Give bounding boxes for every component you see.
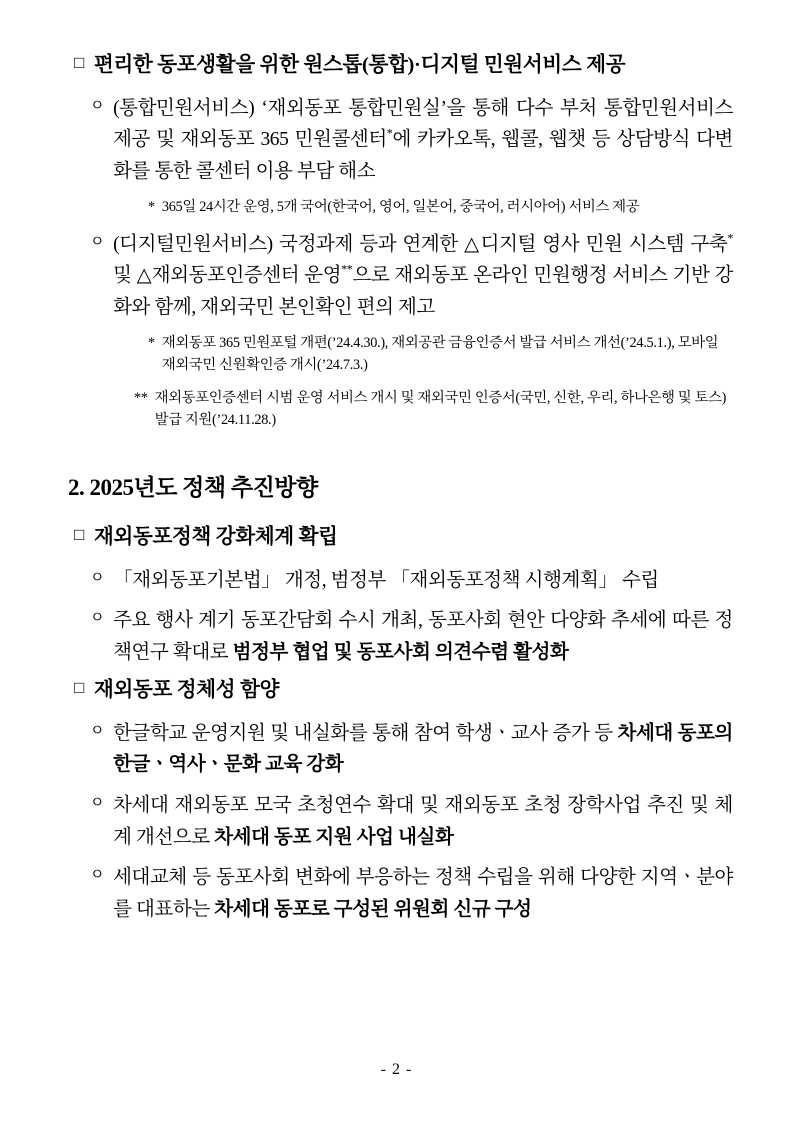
bullet-text-part-1: 「재외동포기본법」 개정, 범정부 「재외동포정책 시행계획」 수립 <box>113 569 659 591</box>
circle-bullet-icon: ㅇ <box>90 722 105 739</box>
circle-bullet-icon: ㅇ <box>90 569 105 586</box>
bullet-text-part-2: 및 △재외동포인증센터 운영 <box>113 265 342 287</box>
page-number: - 2 - <box>380 1061 413 1078</box>
section-heading-onestop <box>74 52 733 79</box>
bullet-text <box>113 790 733 853</box>
circle-bullet-icon: ㅇ <box>90 97 105 114</box>
square-bullet-icon: □ <box>74 678 84 698</box>
bullet-digital-service <box>90 229 733 324</box>
footnote-text: 365일 24시간 운영, 5개 국어(한국어, 영어, 일본어, 중국어, 러시아어) 서비스 제공 <box>161 199 640 216</box>
section-heading-text: 재외동포정책 강화체계 확립 <box>93 525 338 548</box>
footnote-star: * <box>148 335 155 352</box>
bullet-text <box>113 229 733 324</box>
bullet-text-part-1: (디지털민원서비스) 국정과제 등과 연계한 △디지털 영사 민원 시스템 구축 <box>113 233 728 255</box>
bullet-text-part-1: 한글학교 운영지원 및 내실화를 통해 참여 학생ㆍ교사 증가 등 <box>113 722 618 744</box>
bullet-text-part-3: 으로 재외동포 온라인 민원행정 서비스 기반 강화와 함께, 재외국민 본인확인 편의 제고 <box>113 265 733 318</box>
bullet-text-part-1: 차세대 재외동포 모국 초청연수 확대 및 재외동포 초청 장학사업 추진 및 체계 개선으로 <box>113 795 733 848</box>
bullet-text-part-1: 세대교체 등 동포사회 변화에 부응하는 정책 수립을 위해 다양한 지역ㆍ분야를 대표하는 <box>113 867 733 920</box>
bullet-text-emphasis: 차세대 동포의 한글ㆍ역사ㆍ문화 교육 강화 <box>113 722 733 776</box>
circle-bullet-icon: ㅇ <box>90 795 105 812</box>
footnote-certification-center <box>60 387 733 431</box>
bullet-text-emphasis: 차세대 동포 지원 사업 내실화 <box>214 826 454 848</box>
bullet-text-part-2: 에 카카오톡, 웹콜, 웹챗 등 상담방식 다변화를 통한 콜센터 이용 부담 해소 <box>113 129 733 182</box>
section-heading-identity <box>74 677 733 704</box>
circle-bullet-icon: ㅇ <box>90 867 105 884</box>
bullet-text <box>113 93 733 188</box>
bullet-text <box>113 565 733 597</box>
bullet-basic-law <box>90 565 733 597</box>
bullet-text <box>113 718 733 781</box>
footnote-star: ** <box>134 389 148 406</box>
bullet-text-part-1: (통합민원서비스) ‘재외동포 통합민원실’을 통해 다수 부처 통합민원서비스 제공 및 재외동포 365 민원콜센터 <box>113 97 733 151</box>
footnote-marker: * <box>727 231 733 246</box>
footnote-marker: * <box>386 126 393 141</box>
chapter-title: 2025년도 정책 추진방향 <box>89 474 318 500</box>
footnote-call-center <box>60 196 733 218</box>
chapter-heading <box>68 469 733 502</box>
bullet-text <box>113 605 733 668</box>
footnote-marker-2: ** <box>341 262 353 277</box>
bullet-korean-school <box>90 718 733 781</box>
bullet-new-committee <box>90 862 733 925</box>
footnote-text: 재외동포인증센터 시범 운영 서비스 개시 및 재외국민 인증서(국민, 신한, 우리, 하나은행 및 토스) 발급 지원(’24.11.28.) <box>154 389 727 428</box>
bullet-text-emphasis: 차세대 동포로 구성된 위원회 신규 구성 <box>214 898 532 920</box>
square-bullet-icon: □ <box>74 53 84 72</box>
bullet-text-emphasis: 범정부 협업 및 동포사회 의견수렴 활성화 <box>232 641 569 663</box>
circle-bullet-icon: ㅇ <box>90 610 105 627</box>
bullet-text-part-1: 주요 행사 계기 동포간담회 수시 개최, 동포사회 현안 다양화 추세에 따른 정책연구 확대로 <box>113 610 733 663</box>
section-heading-policy-system <box>74 524 733 551</box>
footnote-star: * <box>148 199 155 216</box>
circle-bullet-icon: ㅇ <box>90 233 105 250</box>
bullet-integrated-service <box>90 93 733 188</box>
footnote-portal-reform <box>60 332 733 376</box>
bullet-meetings <box>90 605 733 668</box>
section-heading-text: 재외동포 정체성 함양 <box>93 679 280 702</box>
section-heading-text: 편리한 동포생활을 위한 원스톱(통합)·디지털 민원서비스 제공 <box>93 54 626 76</box>
square-bullet-icon: □ <box>74 524 84 544</box>
footnote-text: 재외동포 365 민원포털 개편(’24.4.30.), 재외공관 금융인증서 발급 서비스 개선(’24.5.1.), 모바일 재외국민 신원확인증 개시(’24.7.3.) <box>161 335 719 374</box>
chapter-number: 2. <box>68 474 85 500</box>
bullet-invitation-training <box>90 790 733 853</box>
bullet-text <box>113 862 733 925</box>
